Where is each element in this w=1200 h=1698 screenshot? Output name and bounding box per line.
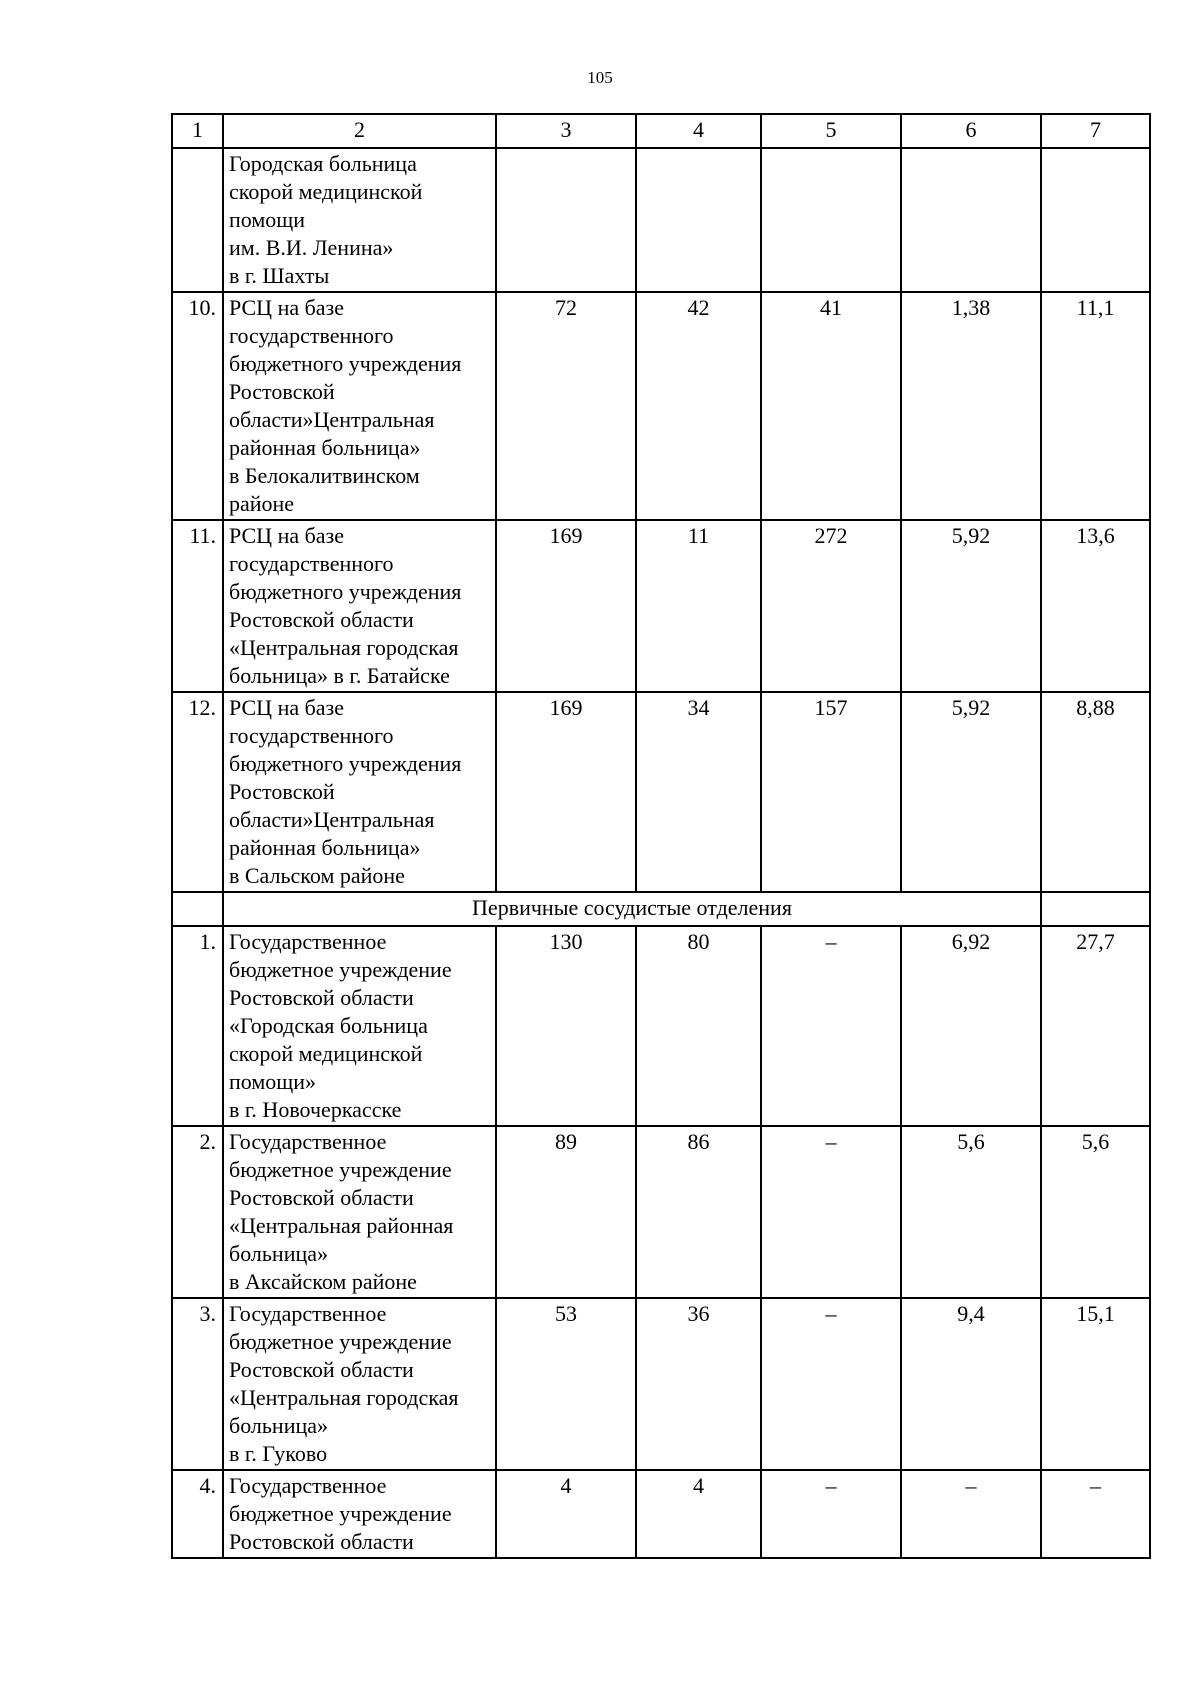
institution-name-line: бюджетное учреждение — [229, 957, 452, 982]
value-cell-4: 42 — [636, 292, 761, 520]
table-row — [172, 520, 1150, 692]
institution-name-line: Государственное — [229, 1473, 387, 1498]
value-cell-3 — [496, 148, 636, 292]
value-cell-7 — [1041, 148, 1150, 292]
header-cell-2: 2 — [223, 114, 496, 148]
institution-name-cell — [223, 692, 496, 892]
value-cell-3: 89 — [496, 1126, 636, 1298]
institution-name-line: Ростовской области — [229, 1357, 414, 1382]
header-cell-1: 1 — [172, 114, 223, 148]
institution-name-line: Городская больница — [229, 151, 417, 176]
institution-name-line: помощи — [229, 207, 305, 232]
section-row — [172, 892, 1150, 926]
institution-name-line: в Белокалитвинском — [229, 463, 420, 488]
institution-name-line: Ростовской — [229, 379, 335, 404]
institution-name-line: бюджетное учреждение — [229, 1329, 452, 1354]
institution-name-line: районная больница» — [229, 835, 421, 860]
institution-name-line: Ростовской области — [229, 985, 414, 1010]
value-cell-6: 6,92 — [901, 926, 1041, 1126]
table-row — [172, 148, 1150, 292]
value-cell-5: 272 — [761, 520, 901, 692]
institution-name-line: бюджетного учреждения — [229, 751, 462, 776]
institution-name-line: больница» — [229, 1241, 328, 1266]
institution-name-line: Государственное — [229, 929, 387, 954]
table-body — [172, 114, 1150, 1558]
institution-name-line: в г. Гуково — [229, 1441, 328, 1466]
institution-name-line: государственного — [229, 723, 394, 748]
row-number-cell: 11. — [172, 520, 223, 692]
section-title: Первичные сосудистые отделения — [223, 892, 1041, 926]
institution-name-line: «Центральная городская — [229, 1385, 459, 1410]
value-cell-5: – — [761, 1470, 901, 1558]
institution-name-line: Ростовской области — [229, 1529, 414, 1554]
institution-name-cell — [223, 1126, 496, 1298]
institution-name-line: им. В.И. Ленина» — [229, 235, 394, 260]
institution-name-cell — [223, 520, 496, 692]
institution-name-line: бюджетного учреждения — [229, 351, 462, 376]
value-cell-4: 36 — [636, 1298, 761, 1470]
table-row — [172, 1298, 1150, 1470]
header-cell-4: 4 — [636, 114, 761, 148]
page-number: 105 — [587, 68, 613, 87]
value-cell-7: 27,7 — [1041, 926, 1150, 1126]
value-cell-5: 41 — [761, 292, 901, 520]
value-cell-5: – — [761, 1126, 901, 1298]
institution-name-line: бюджетное учреждение — [229, 1501, 452, 1526]
value-cell-5: – — [761, 926, 901, 1126]
institution-name-line: Ростовской области — [229, 607, 414, 632]
institution-name-line: РСЦ на базе — [229, 523, 345, 548]
table-row — [172, 292, 1150, 520]
header-cell-5: 5 — [761, 114, 901, 148]
institution-name-line: Ростовской области — [229, 1185, 414, 1210]
institution-name-line: государственного — [229, 551, 394, 576]
header-cell-3: 3 — [496, 114, 636, 148]
table-row — [172, 926, 1150, 1126]
institution-name-line: больница» — [229, 1413, 328, 1438]
value-cell-4: 80 — [636, 926, 761, 1126]
institution-name-line: районная больница» — [229, 435, 421, 460]
institution-name-cell — [223, 1470, 496, 1558]
institution-name-line: Государственное — [229, 1129, 387, 1154]
row-number-cell: 12. — [172, 692, 223, 892]
value-cell-3: 53 — [496, 1298, 636, 1470]
value-cell-7: – — [1041, 1470, 1150, 1558]
institution-name-line: РСЦ на базе — [229, 295, 345, 320]
value-cell-4: 4 — [636, 1470, 761, 1558]
value-cell-6: 1,38 — [901, 292, 1041, 520]
institution-name-line: районе — [229, 491, 295, 516]
data-table — [171, 113, 1151, 1559]
institution-name-line: в Аксайском районе — [229, 1269, 417, 1294]
institution-name-line: области»Центральная — [229, 807, 435, 832]
header-row — [172, 114, 1150, 148]
value-cell-7: 8,88 — [1041, 692, 1150, 892]
row-number-cell — [172, 148, 223, 292]
value-cell-7: 15,1 — [1041, 1298, 1150, 1470]
value-cell-6: 5,92 — [901, 692, 1041, 892]
row-number-cell: 3. — [172, 1298, 223, 1470]
institution-name-cell — [223, 292, 496, 520]
value-cell-6: 5,92 — [901, 520, 1041, 692]
institution-name-line: бюджетное учреждение — [229, 1157, 452, 1182]
value-cell-3: 169 — [496, 692, 636, 892]
institution-name-line: «Центральная районная — [229, 1213, 454, 1238]
institution-name-line: скорой медицинской — [229, 1041, 423, 1066]
value-cell-3: 72 — [496, 292, 636, 520]
table-row — [172, 1470, 1150, 1558]
institution-name-line: помощи» — [229, 1069, 316, 1094]
value-cell-6: 9,4 — [901, 1298, 1041, 1470]
institution-name-line: больница» в г. Батайске — [229, 663, 450, 688]
value-cell-5 — [761, 148, 901, 292]
row-number-cell: 10. — [172, 292, 223, 520]
table-row — [172, 692, 1150, 892]
institution-name-cell — [223, 926, 496, 1126]
institution-name-line: РСЦ на базе — [229, 695, 345, 720]
value-cell-4: 11 — [636, 520, 761, 692]
header-cell-6: 6 — [901, 114, 1041, 148]
institution-name-line: в г. Новочеркасске — [229, 1097, 402, 1122]
table-row — [172, 1126, 1150, 1298]
institution-name-cell — [223, 1298, 496, 1470]
institution-name-line: государственного — [229, 323, 394, 348]
institution-name-line: бюджетного учреждения — [229, 579, 462, 604]
value-cell-4: 86 — [636, 1126, 761, 1298]
value-cell-4 — [636, 148, 761, 292]
value-cell-4: 34 — [636, 692, 761, 892]
section-empty-cell-right — [1041, 892, 1150, 926]
row-number-cell: 1. — [172, 926, 223, 1126]
institution-name-line: в г. Шахты — [229, 263, 330, 288]
row-number-cell: 2. — [172, 1126, 223, 1298]
institution-name-line: области»Центральная — [229, 407, 435, 432]
value-cell-5: – — [761, 1298, 901, 1470]
value-cell-6: – — [901, 1470, 1041, 1558]
institution-name-line: «Городская больница — [229, 1013, 428, 1038]
header-cell-7: 7 — [1041, 114, 1150, 148]
institution-name-line: Ростовской — [229, 779, 335, 804]
value-cell-7: 13,6 — [1041, 520, 1150, 692]
value-cell-3: 169 — [496, 520, 636, 692]
section-empty-cell-left — [172, 892, 223, 926]
value-cell-3: 130 — [496, 926, 636, 1126]
value-cell-7: 11,1 — [1041, 292, 1150, 520]
value-cell-5: 157 — [761, 692, 901, 892]
institution-name-line: в Сальском районе — [229, 863, 405, 888]
institution-name-cell — [223, 148, 496, 292]
institution-name-line: «Центральная городская — [229, 635, 459, 660]
value-cell-7: 5,6 — [1041, 1126, 1150, 1298]
row-number-cell: 4. — [172, 1470, 223, 1558]
value-cell-3: 4 — [496, 1470, 636, 1558]
institution-name-line: скорой медицинской — [229, 179, 423, 204]
value-cell-6 — [901, 148, 1041, 292]
value-cell-6: 5,6 — [901, 1126, 1041, 1298]
institution-name-line: Государственное — [229, 1301, 387, 1326]
